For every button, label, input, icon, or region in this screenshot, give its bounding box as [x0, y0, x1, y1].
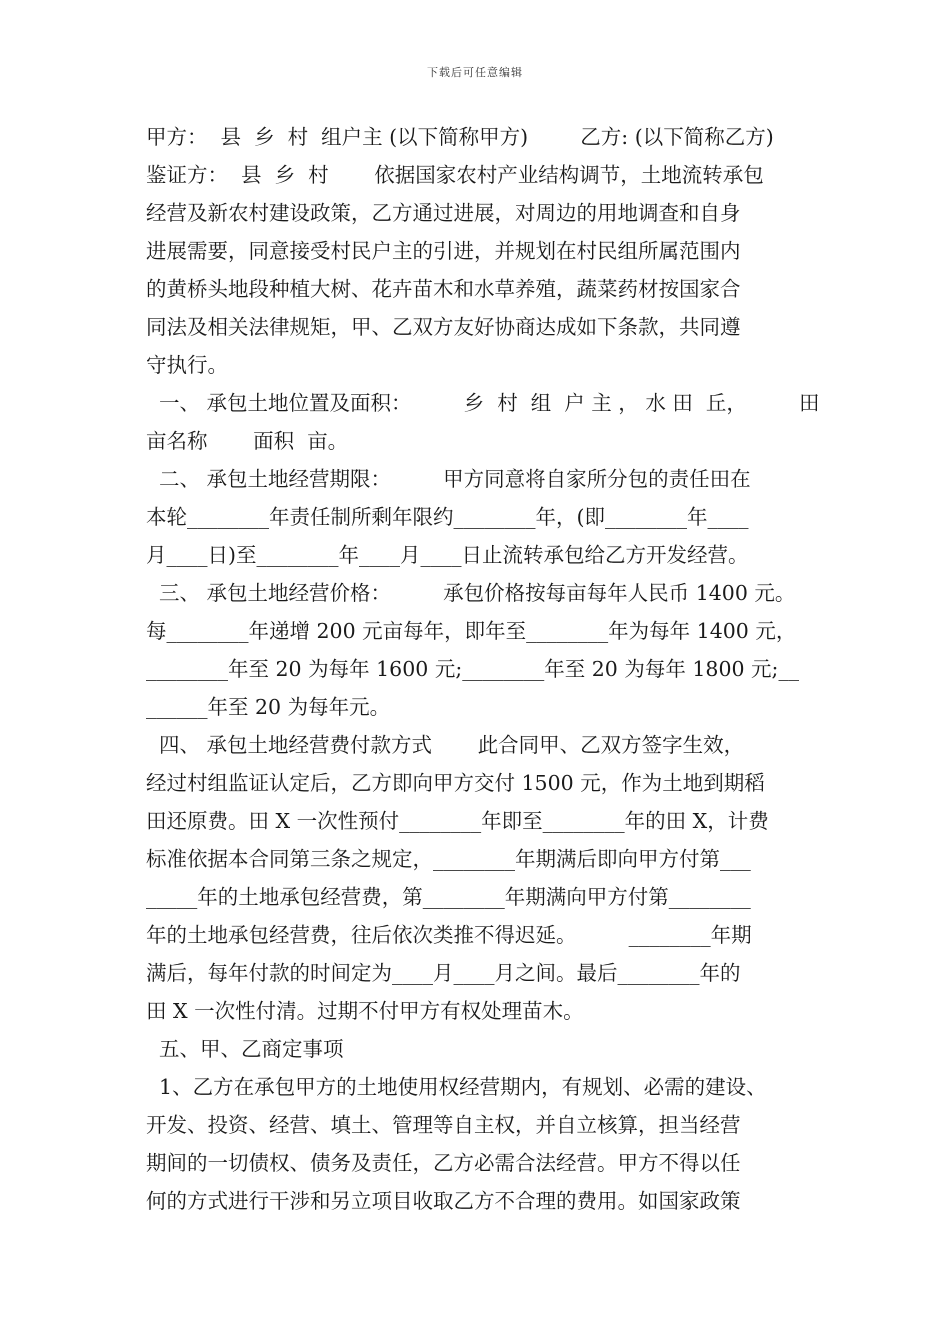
text-line: 同法及相关法律规矩，甲、乙双方友好协商达成如下条款，共同遵: [146, 315, 741, 339]
text-line: 守执行。: [146, 353, 228, 377]
document-body: [146, 118, 822, 1220]
text-line: 月____日)至________年____月____日止流转承包给乙方开发经营。: [146, 543, 749, 567]
text-line: ________年至 20 为每年 1600 元;________年至 20 为每年 1800 元;__: [146, 657, 799, 681]
text-line: 亩名称 面积 亩。: [146, 429, 349, 453]
text-line: 标准依据本合同第三条之规定，________年期满后即向甲方付第___: [146, 847, 751, 871]
text-line: 田 X 一次性付清。过期不付甲方有权处理苗木。: [146, 999, 584, 1023]
text-line: 1、乙方在承包甲方的土地使用权经营期内，有规划、必需的建设、: [146, 1075, 767, 1099]
text-line: 年的土地承包经营费，往后依次类推不得迟延。 ________年期: [146, 923, 752, 947]
text-line: 四、 承包土地经营费付款方式 此合同甲、乙双方签字生效，: [146, 733, 745, 757]
header-note: 下载后可任意编辑: [427, 66, 523, 79]
text-line: 的黄桥头地段种植大树、花卉苗木和水草养殖，蔬菜药材按国家合: [146, 277, 741, 301]
text-line: 甲方： 县 乡 村 组户主 (以下简称甲方) 乙方: (以下简称乙方): [146, 125, 774, 149]
text-line: 每________年递增 200 元亩每年，即年至________年为每年 1400 元，: [146, 619, 797, 643]
text-line: 本轮________年责任制所剩年限约________年，(即________年____: [146, 505, 749, 529]
text-line: ______年至 20 为每年元。: [146, 695, 391, 719]
text-line: 何的方式进行干涉和另立项目收取乙方不合理的费用。如国家政策: [146, 1189, 741, 1213]
text-line: 二、 承包土地经营期限： 甲方同意将自家所分包的责任田在: [146, 467, 751, 491]
text-line: 经过村组监证认定后，乙方即向甲方交付 1500 元，作为土地到期稻: [146, 771, 765, 795]
text-line: 经营及新农村建设政策，乙方通过进展，对周边的用地调查和自身: [146, 201, 741, 225]
text-line: _____年的土地承包经营费，第________年期满向甲方付第________: [146, 885, 751, 909]
text-line: 五、甲、乙商定事项: [146, 1037, 344, 1061]
text-line: 田还原费。田 X 一次性预付________年即至________年的田 X，计费: [146, 809, 769, 833]
text-line: 一、 承包土地位置及面积： 乡 村 组 户 主 ， 水 田 丘， 田: [146, 391, 820, 415]
text-line: 进展需要，同意接受村民户主的引进，并规划在村民组所属范围内: [146, 239, 741, 263]
text-line: 鉴证方： 县 乡 村 依据国家农村产业结构调节，土地流转承包: [146, 163, 764, 187]
text-line: 三、 承包土地经营价格： 承包价格按每亩每年人民币 1400 元。: [146, 581, 796, 605]
text-line: 期间的一切债权、债务及责任，乙方必需合法经营。甲方不得以任: [146, 1151, 741, 1175]
text-line: 满后，每年付款的时间定为____月____月之间。最后________年的: [146, 961, 741, 985]
text-line: 开发、投资、经营、填土、管理等自主权，并自立核算，担当经营: [146, 1113, 741, 1137]
